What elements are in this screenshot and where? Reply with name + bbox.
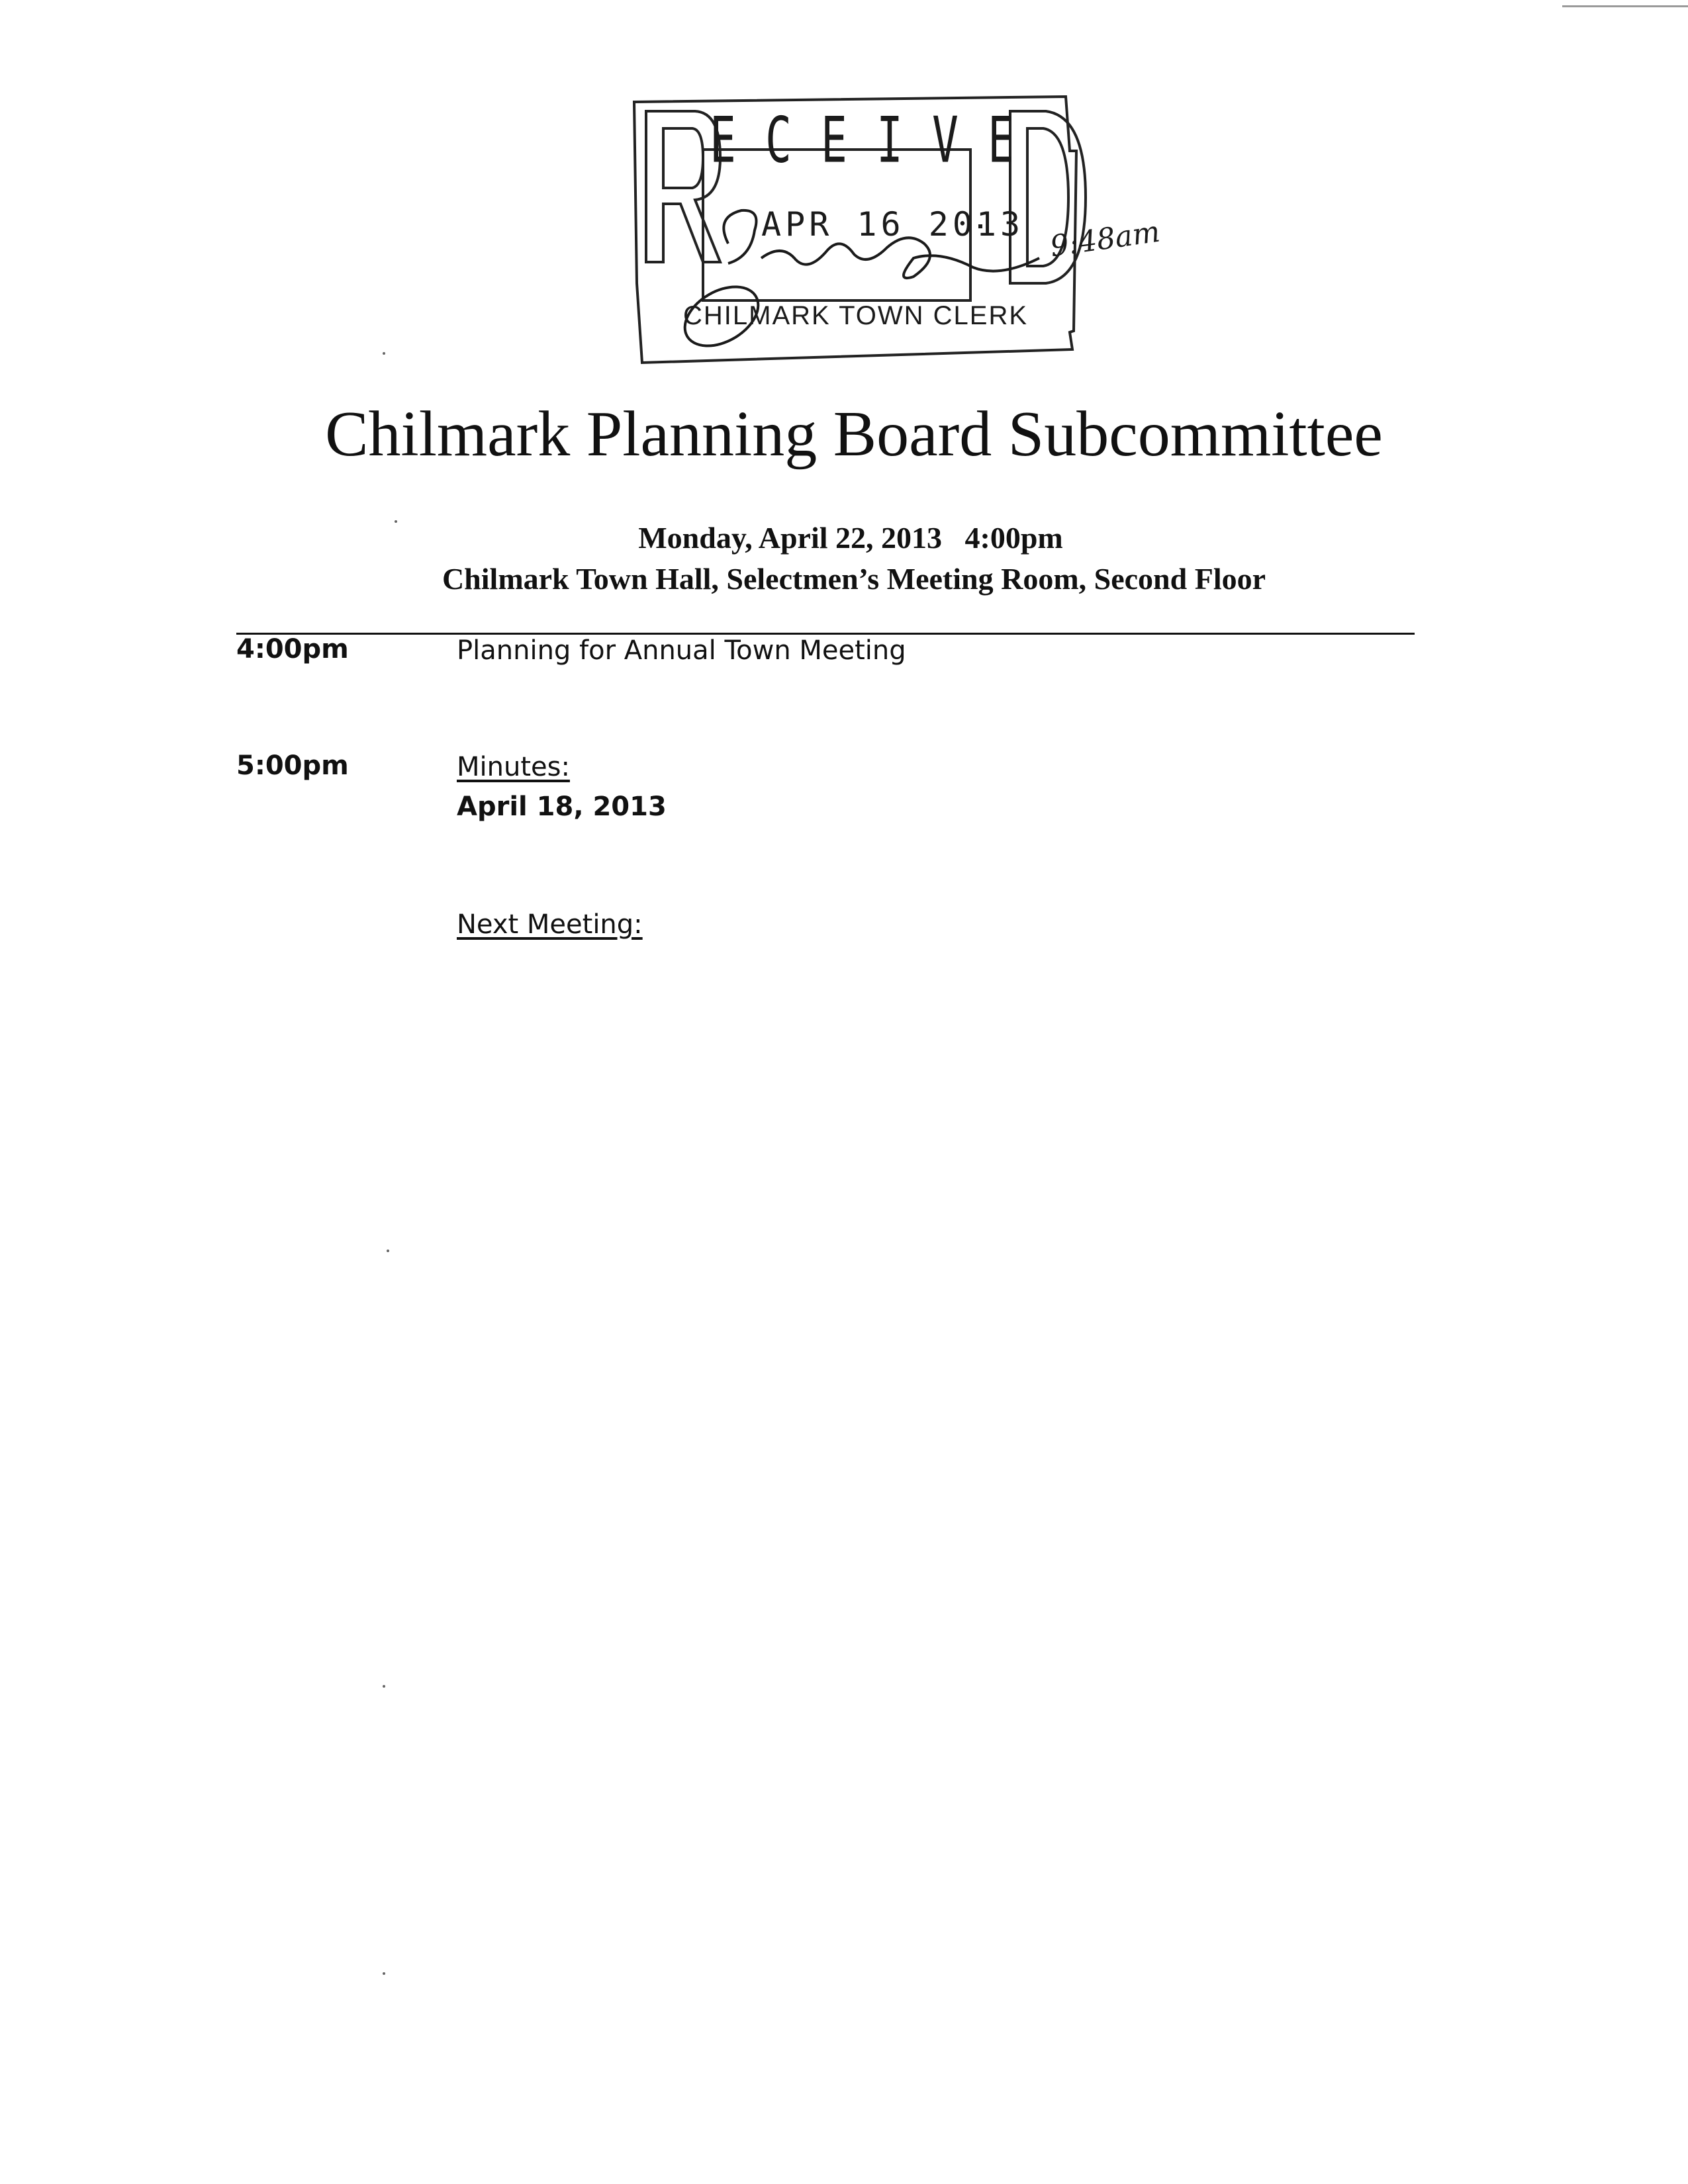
stamp-letter: E	[821, 103, 849, 177]
next-meeting	[457, 909, 643, 940]
stamp-letter: E	[988, 103, 1015, 177]
agenda-time: 5:00pm	[236, 751, 349, 781]
scan-edge-line	[1562, 5, 1688, 7]
next-meeting-label: Next Meeting:	[457, 909, 643, 940]
stamp-letter: I	[876, 103, 904, 177]
stamp-handwritten-time: 9:48am	[1048, 214, 1162, 264]
stamp-letter: E	[710, 103, 737, 177]
agenda-item-minutes	[457, 752, 570, 782]
minutes-date: April 18, 2013	[457, 792, 667, 822]
meeting-location: Chilmark Town Hall, Selectmen’s Meeting Room, Second Floor	[442, 562, 1266, 596]
agenda-time: 4:00pm	[236, 634, 349, 664]
stamp-date: APR 16 2013	[761, 205, 1025, 244]
minutes-label: Minutes:	[457, 752, 570, 782]
scan-speck	[387, 1250, 389, 1252]
scan-speck	[383, 352, 385, 355]
stamp-clerk-label: CHILMARK TOWN CLERK	[683, 301, 1029, 330]
stamp-letter: C	[765, 103, 793, 177]
header-divider	[236, 633, 1415, 635]
stamp-received-letters	[708, 103, 1017, 177]
scan-speck	[383, 1972, 385, 1975]
stamp-letter: V	[932, 103, 960, 177]
meeting-date: Monday, April 22, 2013 4:00pm	[638, 521, 1063, 555]
scan-speck	[383, 1685, 385, 1688]
received-stamp	[629, 85, 1162, 369]
agenda-item: Planning for Annual Town Meeting	[457, 635, 906, 666]
page-title: Chilmark Planning Board Subcommittee	[325, 398, 1383, 470]
